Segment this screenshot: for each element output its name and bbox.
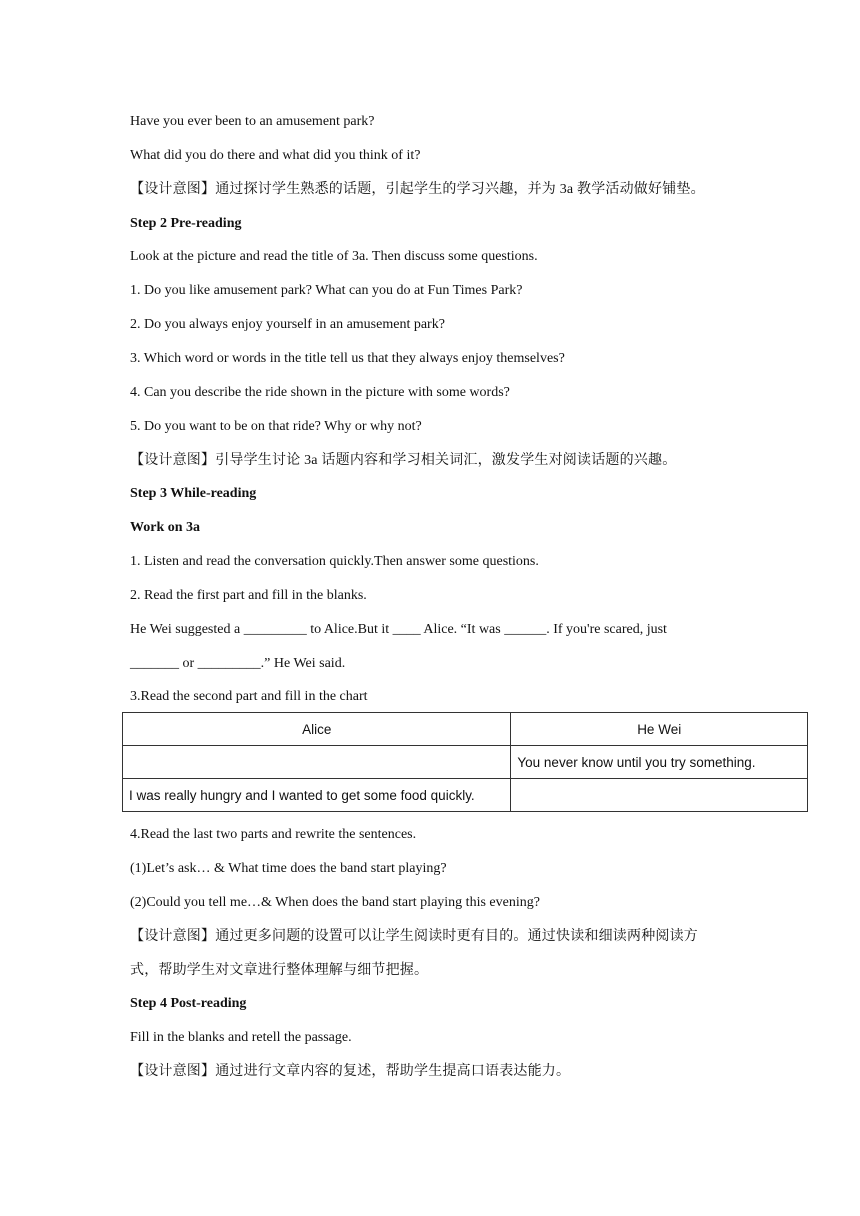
- step3-task-4: 4.Read the last two parts and rewrite the sentences.: [130, 827, 417, 842]
- table-cell: [123, 746, 511, 779]
- step2-instruction: Look at the picture and read the title of 3a. Then discuss some questions.: [130, 249, 538, 264]
- step2-heading: Step 2 Pre-reading: [130, 216, 242, 231]
- step3-task-1: 1. Listen and read the conversation quickly.Then answer some questions.: [130, 554, 539, 569]
- table-cell: [511, 779, 808, 812]
- fill-in-chart: [122, 712, 808, 812]
- table-row: [123, 779, 808, 812]
- table-header-alice: Alice: [123, 713, 511, 746]
- design-intent-4: 【设计意图】通过进行文章内容的复述，帮助学生提高口语表达能力。: [130, 1064, 571, 1079]
- table-header-he-wei: He Wei: [511, 713, 808, 746]
- step2-question-5: 5. Do you want to be on that ride? Why or why not?: [130, 419, 422, 434]
- step2-question-2: 2. Do you always enjoy yourself in an amusement park?: [130, 317, 445, 332]
- fill-blank-line-2: _______ or _________.” He Wei said.: [130, 656, 346, 671]
- intro-question-2: What did you do there and what did you think of it?: [130, 148, 421, 163]
- step2-question-1: 1. Do you like amusement park? What can you do at Fun Times Park?: [130, 283, 523, 298]
- rewrite-sentence-2: (2)Could you tell me…& When does the band start playing this evening?: [130, 895, 540, 910]
- table-header-row: [123, 713, 808, 746]
- fill-blank-line-1: He Wei suggested a _________ to Alice.But it ____ Alice. “It was ______. If you're scared, just: [130, 622, 667, 637]
- table-cell: You never know until you try something.: [511, 746, 808, 779]
- step3-task-3: 3.Read the second part and fill in the chart: [130, 689, 368, 704]
- design-intent-3-line-1: 【设计意图】通过更多问题的设置可以让学生阅读时更有目的。通过快读和细读两种阅读方: [130, 929, 698, 944]
- step4-heading: Step 4 Post-reading: [130, 996, 247, 1011]
- step3-heading: Step 3 While-reading: [130, 486, 257, 501]
- step3-task-2: 2. Read the first part and fill in the blanks.: [130, 588, 367, 603]
- rewrite-sentence-1: (1)Let’s ask… & What time does the band start playing?: [130, 861, 447, 876]
- table-row: [123, 746, 808, 779]
- step4-instruction: Fill in the blanks and retell the passage.: [130, 1030, 352, 1045]
- table-cell: I was really hungry and I wanted to get some food quickly.: [123, 779, 511, 812]
- design-intent-3-line-2: 式，帮助学生对文章进行整体理解与细节把握。: [130, 963, 429, 978]
- design-intent-2: 【设计意图】引导学生讨论 3a 话题内容和学习相关词汇，激发学生对阅读话题的兴趣。: [130, 453, 677, 468]
- step2-question-3: 3. Which word or words in the title tell us that they always enjoy themselves?: [130, 351, 565, 366]
- intro-question-1: Have you ever been to an amusement park?: [130, 114, 375, 129]
- step3-subheading: Work on 3a: [130, 520, 201, 535]
- step2-question-4: 4. Can you describe the ride shown in the picture with some words?: [130, 385, 510, 400]
- design-intent-1: 【设计意图】通过探讨学生熟悉的话题，引起学生的学习兴趣，并为 3a 教学活动做好铺垫。: [130, 182, 705, 197]
